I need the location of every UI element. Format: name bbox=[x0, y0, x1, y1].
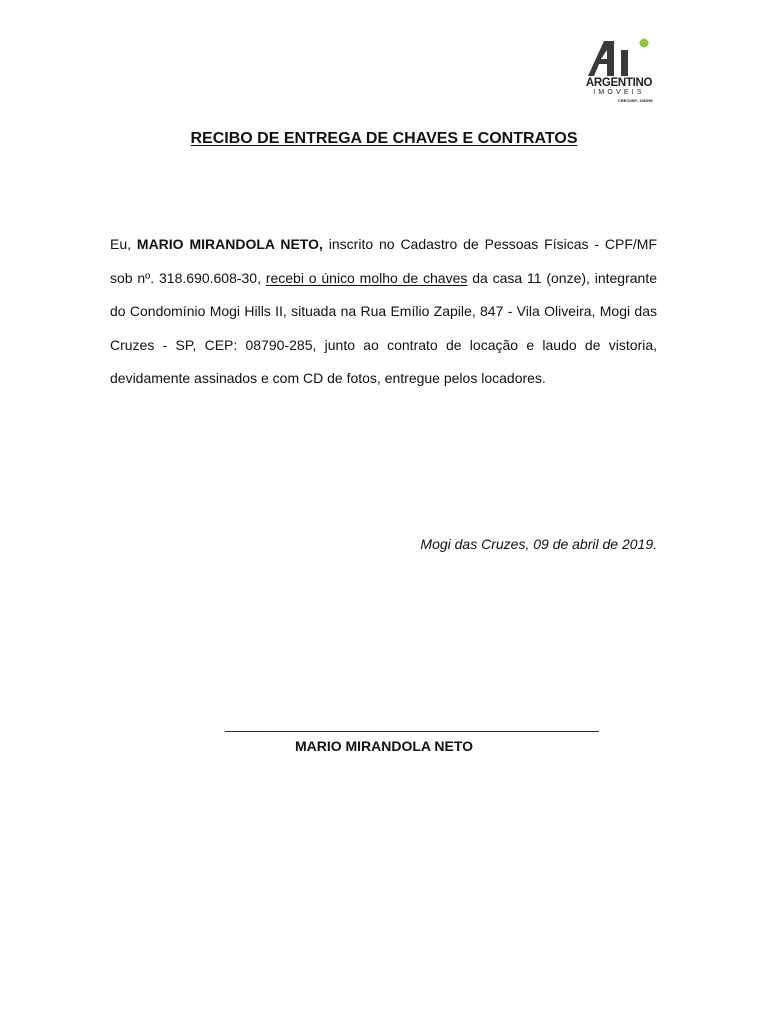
keys-received-underlined: recebi o único molho de chaves bbox=[265, 269, 468, 286]
document-title: RECIBO DE ENTREGA DE CHAVES E CONTRATOS bbox=[190, 130, 578, 147]
company-logo bbox=[574, 38, 664, 110]
logo-company-name: ARGENTINO bbox=[585, 77, 653, 89]
date-location: Mogi das Cruzes, 09 de abril de 2019. bbox=[420, 536, 657, 552]
receipt-body bbox=[110, 228, 657, 396]
body-text-part: da casa 11 (onze), integrante do Condomínio Mogi Hills II, situada na Rua Emílio Zapile, 847 - Vila Oliveira, Mogi das Cruzes - SP, CEP: 08790-285, junto ao contrato de locação e laudo de vistoria, devidamente assinados e com CD de fotos, entregue pelos locadores. bbox=[110, 269, 657, 386]
tenant-name-bold: MARIO MIRANDOLA NETO, bbox=[136, 236, 323, 252]
logo-company-sub: IMÓVEIS bbox=[593, 89, 645, 96]
signature-name: MARIO MIRANDOLA NETO bbox=[294, 738, 474, 754]
logo-mark-icon bbox=[574, 38, 664, 78]
body-text-part: inscrito no Cadastro de Pessoas Físicas - CPF/MF sob nº. 318.690.608-30, bbox=[110, 236, 658, 286]
logo-creci: CRECI/SP: 156096 bbox=[618, 98, 653, 103]
body-text-part: Eu, bbox=[110, 236, 137, 252]
signature-line: ________________________________________________ bbox=[225, 716, 599, 732]
